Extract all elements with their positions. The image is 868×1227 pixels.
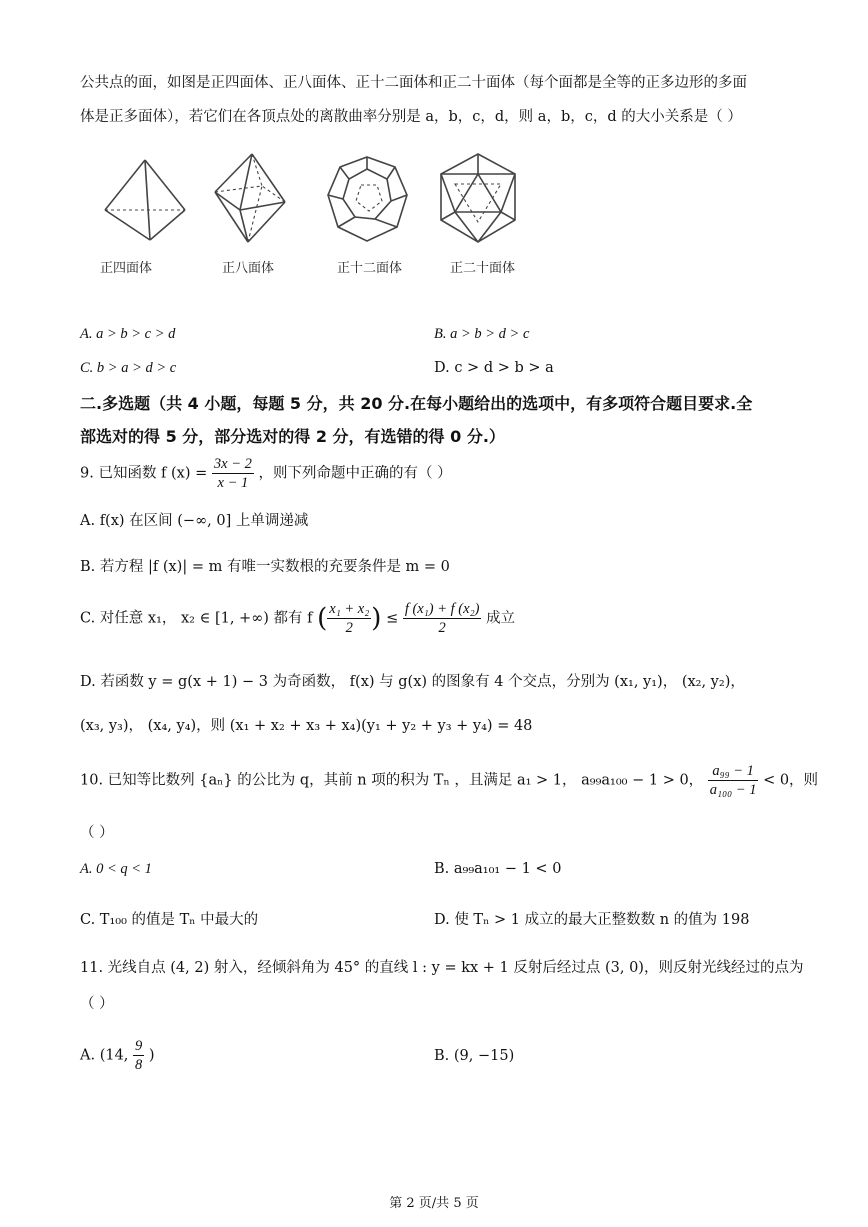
q8-option-c: C. b > a > d > c	[80, 360, 177, 376]
q9-option-d-line-2: (x₃, y₃)， (x₄, y₄)，则 (x₁ + x₂ + x₃ + x₄)(y₁ + y₂ + y₃ + y₄) = 48	[80, 718, 533, 734]
q9-fraction-numerator: 3x − 2	[213, 456, 252, 472]
q11-stem: 11. 光线自点 (4, 2) 射入，经倾斜角为 45° 的直线 l : y = kx + 1 反射后经过点 (3, 0)，则反射光线经过的点为	[80, 960, 804, 976]
q9-option-c-leq: ≤	[386, 610, 399, 627]
q11-option-a-prefix: A. (14,	[80, 1047, 129, 1064]
q10-stem-prefix: 10. 已知等比数列 {aₙ} 的公比为 q，其前 n 项的积为 Tₙ ，且满足 a₁ > 1， a₉₉a₁₀₀ − 1 > 0，	[80, 772, 704, 789]
q9-option-b: B. 若方程 |f (x)| = m 有唯一实数根的充要条件是 m = 0	[80, 559, 450, 575]
q9-option-c-right-paren: )	[371, 603, 382, 634]
q10-stem	[80, 762, 818, 799]
q8-option-d: D. c > d > b > a	[434, 360, 554, 376]
q10-answer-paren: （ ）	[80, 825, 114, 841]
q9-fraction-denominator: x − 1	[217, 475, 249, 491]
q10-option-c: C. T₁₀₀ 的值是 Tₙ 中最大的	[80, 912, 259, 928]
q10-option-d: D. 使 Tₙ > 1 成立的最大正整数数 n 的值为 198	[434, 912, 750, 928]
q9-option-d-line-1: D. 若函数 y = g(x + 1) − 3 为奇函数， f(x) 与 g(x) 的图象有 4 个交点，分别为 (x₁, y₁)， (x₂, y₂)，	[80, 674, 745, 690]
icosahedron-figure	[437, 152, 519, 244]
intro-line-2: 体是正多面体），若它们在各顶点处的离散曲率分别是 a，b，c，d，则 a，b，c，d 的大小关系是（ ）	[80, 109, 742, 125]
q9-option-a: A. f(x) 在区间 (−∞, 0] 上单调递减	[80, 513, 309, 529]
caption-icosahedron: 正二十面体	[450, 261, 516, 276]
q11-option-a-fraction	[133, 1037, 144, 1074]
caption-tetrahedron: 正四面体	[100, 261, 153, 276]
q10-option-a: A. 0 < q < 1	[80, 861, 152, 877]
q11-option-a-suffix: )	[148, 1047, 155, 1064]
q9-option-c-f1-num: x₁ + x₂	[329, 601, 370, 617]
q9-option-c-prefix: C. 对任意 x₁， x₂ ∈ [1, +∞) 都有 f	[80, 610, 313, 627]
q9-stem-prefix: 9. 已知函数 f (x) =	[80, 465, 208, 482]
q10-fraction-numerator: a₉₉ − 1	[708, 762, 759, 781]
q9-option-c-left-paren: (	[317, 603, 328, 634]
q9-stem-suffix: ，则下列命题中正确的有（ ）	[258, 465, 452, 482]
section-heading-line-2: 部选对的得 5 分，部分选对的得 2 分，有选错的得 0 分.）	[80, 427, 505, 446]
q9-function-fraction	[212, 455, 254, 492]
q8-option-b: B. a > b > d > c	[434, 326, 530, 342]
tetrahedron-figure	[100, 155, 190, 245]
section-heading-line-1: 二.多选题（共 4 小题，每题 5 分，共 20 分.在每小题给出的选项中，有多项符合题目要求.全	[80, 394, 753, 413]
q9-option-c-f2-num: f (x₁) + f (x₂)	[404, 601, 480, 617]
q9-option-c-fraction-2	[403, 600, 482, 637]
q9-stem	[80, 455, 452, 492]
q11-answer-paren: （ ）	[80, 996, 114, 1012]
q9-option-c	[80, 600, 515, 637]
q10-stem-suffix: < 0，则	[763, 772, 819, 789]
q11-option-a	[80, 1037, 155, 1074]
q10-fraction-denominator: a₁₀₀ − 1	[709, 782, 757, 798]
q10-fraction	[708, 762, 759, 799]
q9-option-c-f1-den: 2	[345, 620, 353, 636]
q9-option-c-fraction-1	[327, 600, 371, 637]
dodecahedron-figure	[325, 155, 410, 245]
q11-option-b: B. (9, −15)	[434, 1048, 515, 1064]
q11-option-a-num: 9	[135, 1038, 143, 1054]
caption-dodecahedron: 正十二面体	[337, 261, 403, 276]
q8-option-a: A. a > b > c > d	[80, 326, 176, 342]
q10-option-b: B. a₉₉a₁₀₁ − 1 < 0	[434, 861, 562, 877]
q9-option-c-f2-den: 2	[438, 620, 446, 636]
octahedron-figure	[210, 152, 290, 244]
q9-option-c-suffix: 成立	[486, 610, 516, 627]
page-number: 第 2 页/共 5 页	[389, 1196, 479, 1211]
q11-option-a-den: 8	[135, 1057, 143, 1073]
intro-line-1: 公共点的面，如图是正四面体、正八面体、正十二面体和正二十面体（每个面都是全等的正多边形的多面	[80, 75, 747, 91]
caption-octahedron: 正八面体	[222, 261, 275, 276]
